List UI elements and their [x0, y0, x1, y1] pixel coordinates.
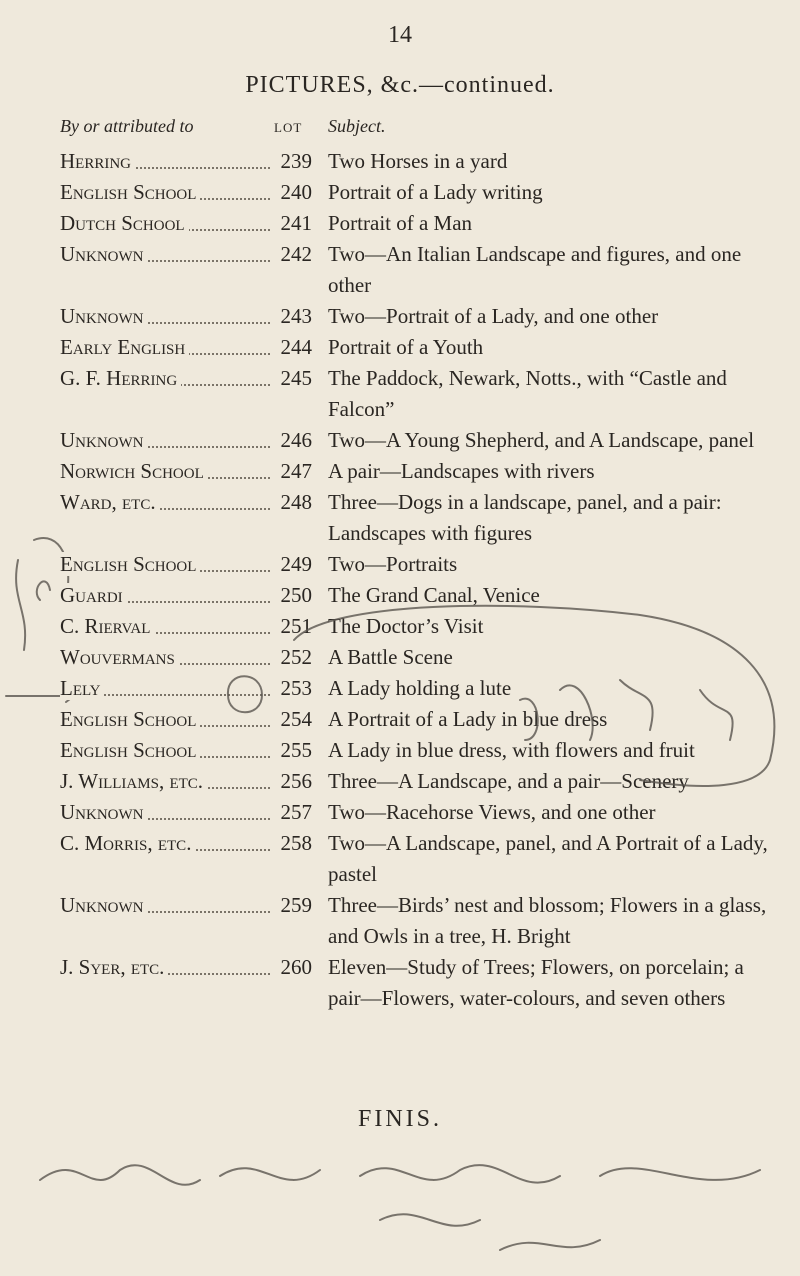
lot-list	[60, 146, 780, 1014]
lot-entry	[60, 456, 780, 487]
lot-number: 254	[280, 707, 312, 731]
lot-entry	[60, 146, 780, 177]
artist-name: Unknown	[60, 304, 148, 328]
subject-text: Two—A Young Shepherd, and A Landscape, panel	[328, 428, 755, 452]
artist-name: J. Syer, etc.	[60, 955, 168, 979]
lot-number: 260	[280, 955, 312, 979]
lot-number: 251	[280, 614, 312, 638]
artist-name: Norwich School	[60, 459, 208, 483]
artist-name: Herring	[60, 149, 135, 173]
attributed-to	[60, 704, 270, 735]
artist-name: Dutch School	[60, 211, 189, 235]
lot-number: 243	[280, 304, 312, 328]
subject-text: A pair—Landscapes with rivers	[328, 459, 595, 483]
attributed-to	[60, 301, 270, 332]
artist-name: G. F. Herring	[60, 366, 181, 390]
lot-entry	[60, 611, 780, 642]
subject-text: Portrait of a Youth	[328, 335, 484, 359]
artist-name: Wouvermans	[60, 645, 179, 669]
artist-name: Guardi	[60, 583, 127, 607]
lot-number: 244	[280, 335, 312, 359]
lot-number: 250	[280, 583, 312, 607]
attributed-to	[60, 952, 270, 983]
attributed-to	[60, 363, 270, 394]
column-header-lot: LOT	[274, 120, 303, 135]
lot-entry	[60, 797, 780, 828]
subject-text: The Grand Canal, Venice	[328, 583, 540, 607]
lot-entry	[60, 208, 780, 239]
attributed-to	[60, 425, 270, 456]
subject-text: Two—A Landscape, panel, and A Portrait of a Lady, pastel	[328, 831, 768, 886]
artist-name: C. Morris, etc.	[60, 831, 195, 855]
attributed-to	[60, 611, 270, 642]
artist-name: Unknown	[60, 428, 148, 452]
attributed-to	[60, 239, 270, 270]
lot-entry	[60, 487, 780, 549]
lot-number: 253	[280, 676, 312, 700]
subject-text: Two—Portraits	[328, 552, 458, 576]
attributed-to	[60, 890, 270, 921]
footer-signature-icon	[40, 1165, 760, 1250]
subject-text: A Lady in blue dress, with flowers and fruit	[328, 738, 695, 762]
lot-entry	[60, 704, 780, 735]
subject-text: Portrait of a Lady writing	[328, 180, 543, 204]
lot-number: 252	[280, 645, 312, 669]
finis-mark: FINIS.	[357, 1106, 442, 1132]
artist-name: Unknown	[60, 893, 148, 917]
artist-name: Unknown	[60, 242, 148, 266]
lot-entry	[60, 363, 780, 425]
lot-number: 255	[280, 738, 312, 762]
lot-entry	[60, 735, 780, 766]
subject-text: Two—An Italian Landscape and figures, and one other	[328, 242, 742, 297]
lot-entry	[60, 332, 780, 363]
subject-text: Two—Racehorse Views, and one other	[328, 800, 656, 824]
lot-entry	[60, 766, 780, 797]
lot-entry	[60, 549, 780, 580]
lot-entry	[60, 828, 780, 890]
lot-number: 239	[280, 149, 312, 173]
artist-name: English School	[60, 738, 200, 762]
lot-entry	[60, 177, 780, 208]
attributed-to	[60, 580, 270, 611]
attributed-to	[60, 828, 270, 859]
lot-entry	[60, 580, 780, 611]
lot-number: 245	[280, 366, 312, 390]
lot-number: 259	[280, 893, 312, 917]
attributed-to	[60, 797, 270, 828]
artist-name: J. Williams, etc.	[60, 769, 207, 793]
lot-entry	[60, 301, 780, 332]
attributed-to	[60, 332, 270, 363]
subject-text: Portrait of a Man	[328, 211, 473, 235]
lot-number: 241	[280, 211, 312, 235]
lot-number: 242	[280, 242, 312, 266]
artist-name: C. Rierval	[60, 614, 154, 638]
lot-number: 256	[280, 769, 312, 793]
lot-entry	[60, 952, 780, 1014]
attributed-to	[60, 487, 270, 518]
lot-number: 248	[280, 490, 312, 514]
subject-text: Two Horses in a yard	[328, 149, 508, 173]
column-header-subject: Subject.	[328, 116, 386, 136]
lot-number: 249	[280, 552, 312, 576]
column-header-attributed: By or attributed to	[60, 116, 194, 136]
subject-text: Two—Portrait of a Lady, and one other	[328, 304, 659, 328]
lot-entry	[60, 642, 780, 673]
artist-name: English School	[60, 707, 200, 731]
artist-name: Unknown	[60, 800, 148, 824]
lot-entry	[60, 890, 780, 952]
artist-name: Lely	[60, 676, 104, 700]
lot-number: 240	[280, 180, 312, 204]
artist-name: English School	[60, 180, 200, 204]
attributed-to	[60, 146, 270, 177]
attributed-to	[60, 177, 270, 208]
attributed-to	[60, 766, 270, 797]
lot-entry	[60, 673, 780, 704]
attributed-to	[60, 549, 270, 580]
page-heading: PICTURES, &c.—continued.	[245, 72, 555, 98]
page-number: 14	[388, 22, 412, 48]
lot-number: 246	[280, 428, 312, 452]
subject-text: Three—Birds’ nest and blossom; Flowers in a glass, and Owls in a tree, H. Bright	[328, 893, 767, 948]
subject-text: A Battle Scene	[328, 645, 453, 669]
subject-text: Eleven—Study of Trees; Flowers, on porcelain; a pair—Flowers, water-colours, and seven others	[328, 955, 744, 1010]
lot-entry	[60, 425, 780, 456]
attributed-to	[60, 456, 270, 487]
attributed-to	[60, 673, 270, 704]
artist-name: Ward, etc.	[60, 490, 160, 514]
lot-number: 247	[280, 459, 312, 483]
subject-text: Three—Dogs in a landscape, panel, and a pair: Landscapes with figures	[328, 490, 722, 545]
attributed-to	[60, 208, 270, 239]
attributed-to	[60, 735, 270, 766]
subject-text: A Portrait of a Lady in blue dress	[328, 707, 608, 731]
subject-text: A Lady holding a lute	[328, 676, 512, 700]
artist-name: Early English	[60, 335, 189, 359]
subject-text: The Paddock, Newark, Notts., with “Castle and Falcon”	[328, 366, 727, 421]
lot-number: 257	[280, 800, 312, 824]
subject-text: Three—A Landscape, and a pair—Scenery	[328, 769, 689, 793]
column-headers	[60, 116, 780, 146]
lot-number: 258	[280, 831, 312, 855]
lot-entry	[60, 239, 780, 301]
artist-name: English School	[60, 552, 200, 576]
attributed-to	[60, 642, 270, 673]
subject-text: The Doctor’s Visit	[328, 614, 484, 638]
